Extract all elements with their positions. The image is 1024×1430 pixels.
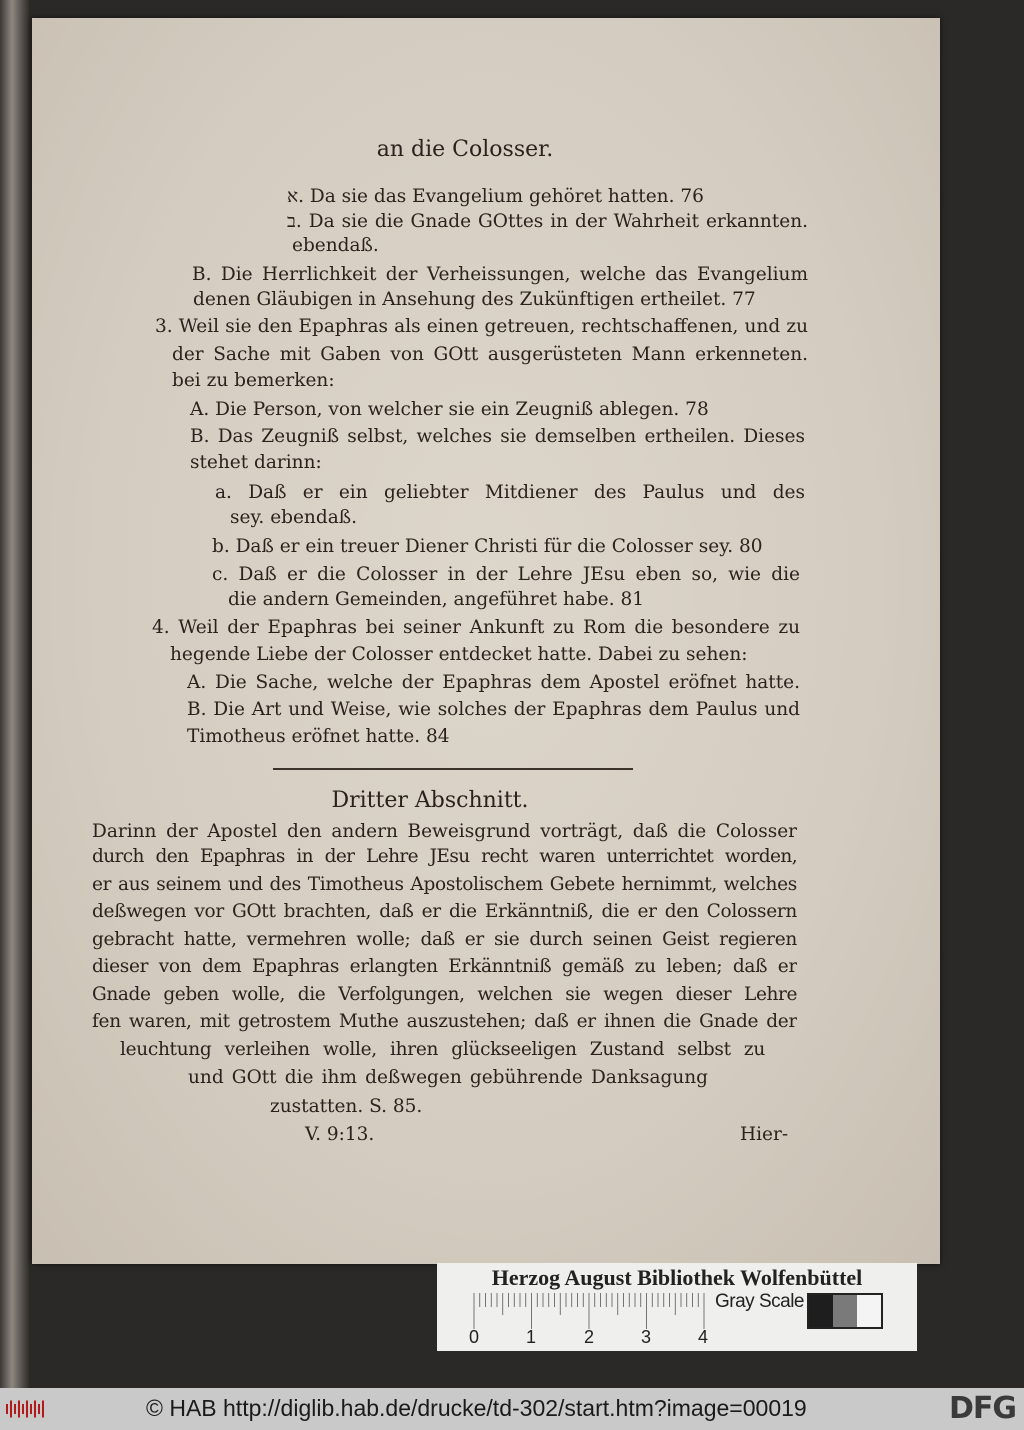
ruler-number: 2 [584,1327,595,1347]
gray-swatch-light [857,1295,881,1327]
ruler-number: 4 [698,1327,709,1347]
ruler-number: 0 [469,1327,480,1347]
text-line: א. Da sie das Evangelium gehöret hatten. 76 [287,186,704,207]
hab-logo-icon [4,1394,46,1424]
verse-reference: V. 9:13. [305,1124,375,1145]
text-line: 4. Weil der Epaphras bei seiner Ankunft zu Rom die besondere zu [152,617,800,638]
library-name: Herzog August Bibliothek Wolfenbüttel [491,1265,863,1290]
copyright-link[interactable]: © HAB http://diglib.hab.de/drucke/td-302/start.htm?image=00019 [146,1395,807,1421]
section-divider [273,768,633,770]
text-line: ב. Da sie die Gnade GOttes in der Wahrheit erkannten. [287,211,808,232]
section-line: zustatten. S. 85. [270,1096,423,1117]
text-line: die andern Gemeinden, angeführet habe. 81 [228,589,645,610]
gray-swatch-dark [809,1295,833,1327]
text-line: A. Die Sache, welche der Epaphras dem Apostel eröfnet hatte. [187,672,800,693]
text-line: der Sache mit Gaben von GOtt ausgerüsteten Mann erkenneten. [172,344,808,365]
adjacent-page-edge [0,0,30,1388]
text-line: B. Die Herrlichkeit der Verheissungen, welche das Evangelium [192,264,808,285]
text-line: A. Die Person, von welcher sie ein Zeugniß ablegen. 78 [190,399,709,420]
ruler-scale [473,1293,705,1329]
gray-scale-label: Gray Scale [715,1291,804,1312]
section-line: gebracht hatte, vermehren wolle; daß er sie durch seinen Geist regieren [92,929,797,950]
section-line: und GOtt die ihm deßwegen gebührende Danksagung [188,1067,708,1088]
section-line: durch den Epaphras in der Lehre JEsu recht waren unterrichtet worden, [92,846,797,867]
text-line: B. Das Zeugniß selbst, welches sie demselben ertheilen. Dieses [190,426,805,447]
section-line: dieser von dem Epaphras erlangten Erkänntniß gemäß zu leben; daß er [92,956,797,977]
text-line: B. Die Art und Weise, wie solches der Epaphras dem Paulus und [187,699,800,720]
text-line: stehet darinn: [190,452,322,473]
text-line: b. Daß er ein treuer Diener Christi für die Colosser sey. 80 [212,536,763,557]
dfg-logo: DFG [948,1391,1016,1426]
text-line: c. Daß er die Colosser in der Lehre JEsu eben so, wie die [212,564,800,585]
text-line: 3. Weil sie den Epaphras als einen getreuen, rechtschaffenen, und zu [155,316,808,337]
section-heading: Dritter Abschnitt. [331,788,529,813]
calibration-card [437,1263,917,1351]
section-line: deßwegen vor GOtt brachten, daß er die Erkänntniß, die er den Colossern [92,901,797,922]
section-line: leuchtung verleihen wolle, ihren glückseeligen Zustand selbst zu [120,1039,765,1060]
gray-swatch-mid [833,1295,857,1327]
section-line: fen waren, mit getrostem Muthe auszustehen; daß er ihnen die Gnade der [92,1011,797,1032]
text-line: a. Daß er ein geliebter Mitdiener des Paulus und des [215,482,805,503]
running-head: an die Colosser. [376,137,554,162]
text-line: bei zu bemerken: [172,370,335,391]
ruler-number: 3 [641,1327,652,1347]
text-line: hegende Liebe der Colosser entdecket hatte. Dabei zu sehen: [170,644,748,665]
text-line: denen Gläubigen in Ansehung des Zukünftigen ertheilet. 77 [193,289,756,310]
section-line: er aus seinem und des Timotheus Apostolischem Gebete hernimmt, welches [92,874,797,895]
gray-scale-swatches [807,1293,883,1329]
text-line: Timotheus eröfnet hatte. 84 [187,726,450,747]
ruler-number: 1 [526,1327,537,1347]
section-line: Gnade geben wolle, die Verfolgungen, welchen sie wegen dieser Lehre [92,984,797,1005]
section-line: Darinn der Apostel den andern Beweisgrund vorträgt, daß die Colosser [92,821,797,842]
text-line: sey. ebendaß. [230,507,357,528]
catchword: Hier- [740,1124,789,1145]
footer-bar [0,1388,1024,1430]
text-line: ebendaß. [292,235,379,256]
